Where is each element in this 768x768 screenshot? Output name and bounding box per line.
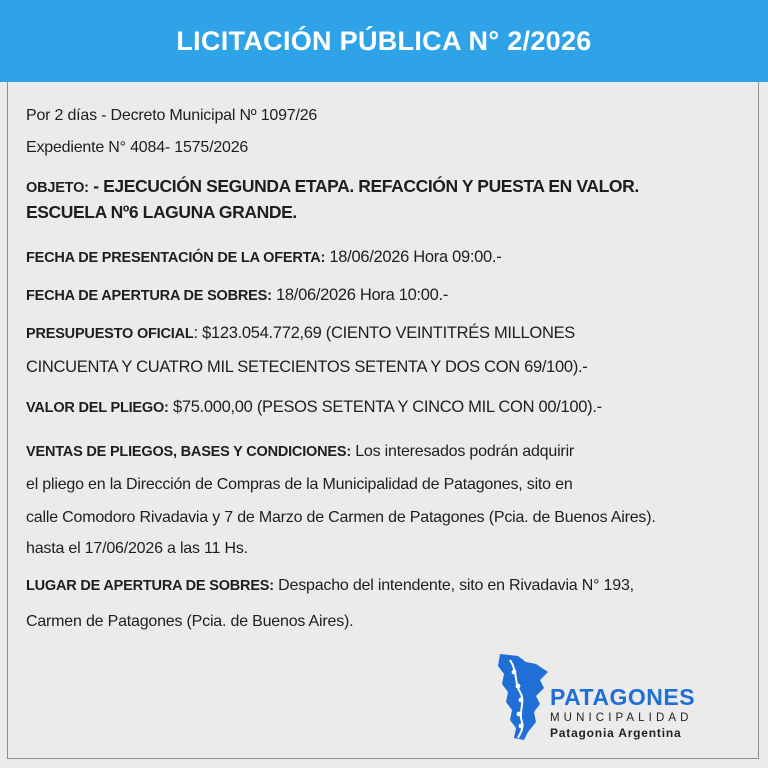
objeto-text-2: ESCUELA Nº6 LAGUNA GRANDE. [26,202,297,222]
objeto-text-1: - EJECUCIÓN SEGUNDA ETAPA. REFACCIÓN Y PUESTA EN VALOR. [88,176,639,196]
objeto-label: OBJETO: [26,180,89,196]
presentacion-value: 18/06/2026 Hora 09:00.- [325,248,502,266]
lugar-line-1 [26,576,634,596]
presentacion-line [26,248,501,267]
ventas-text-3: calle Comodoro Rivadavia y 7 de Marzo de Carmen de Patagones (Pcia. de Buenos Aires). [26,509,656,526]
ventas-text-1: Los interesados podrán adquirir [350,443,575,460]
ventas-text-2: el pliego en la Dirección de Compras de la Municipalidad de Patagones, sito en [26,476,573,493]
logo-subtitle: MUNICIPALIDAD [550,712,693,724]
patagones-map-icon [496,652,552,742]
lugar-text-2: Carmen de Patagones (Pcia. de Buenos Aires). [26,613,354,630]
presupuesto-value-2: CINCUENTA Y CUATRO MIL SETECIENTOS SETENTA Y DOS CON 69/100).- [26,358,588,376]
apertura-line [26,286,448,305]
page-title: LICITACIÓN PÚBLICA N° 2/2026 [176,25,592,56]
lugar-label: LUGAR DE APERTURA DE SOBRES: [26,578,274,594]
ventas-text-4: hasta el 17/06/2026 a las 11 Hs. [26,540,248,557]
header-banner [0,0,768,82]
lugar-text-1: Despacho del intendente, sito en Rivadavia N° 193, [273,577,634,594]
presentacion-label: FECHA DE PRESENTACIÓN DE LA OFERTA: [26,250,326,266]
apertura-value: 18/06/2026 Hora 10:00.- [271,286,449,304]
ventas-line-1 [26,442,574,462]
apertura-label: FECHA DE APERTURA DE SOBRES: [26,288,272,304]
pliego-line [26,398,602,417]
presupuesto-value-1: : $123.054.772,69 (CIENTO VEINTITRÉS MILLONES [193,324,575,342]
ventas-label: VENTAS DE PLIEGOS, BASES Y CONDICIONES: [26,444,351,460]
presupuesto-line-1 [26,324,575,343]
pliego-label: VALOR DEL PLIEGO: [26,400,169,416]
patagones-logo [496,652,706,742]
pliego-value: $75.000,00 (PESOS SETENTA Y CINCO MIL CON 00/100).- [168,398,602,416]
objeto-line-2 [26,202,297,223]
objeto-line-1 [26,176,639,197]
logo-name: PATAGONES [550,684,696,710]
presupuesto-label: PRESUPUESTO OFICIAL [26,326,194,342]
intro-decree: Por 2 días - Decreto Municipal Nº 1097/26 [26,107,318,124]
presupuesto-line-2 [26,358,588,377]
logo-tagline: Patagonia Argentina [550,726,682,740]
intro-expediente: Expediente N° 4084- 1575/2026 [26,139,249,156]
